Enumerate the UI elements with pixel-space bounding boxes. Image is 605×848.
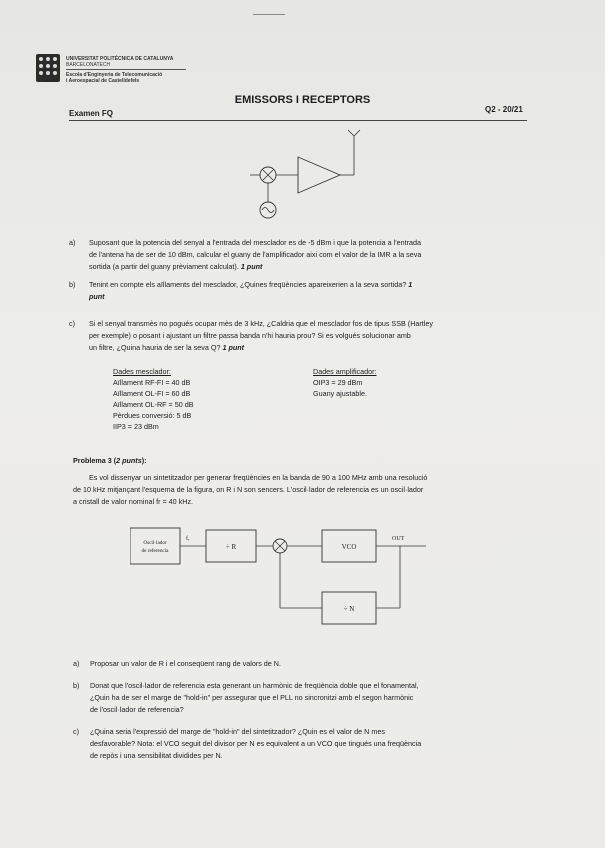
divider-r-label: ÷ R [225, 543, 237, 551]
question-a-line [89, 261, 529, 273]
question-c-line: Si el senyal transmès no pogués ocupar mès de 3 kHz, ¿Caldria que el mesclador fos de tipus SSB (Hartley [89, 319, 433, 328]
problem-3-intro-line: de 10 kHz mitjançant l'esquema de la figura, on R i N son sencers. L'oscil·lador de referencia es un oscil·lador [73, 485, 424, 494]
top-mark [253, 14, 285, 15]
university-subname: BARCELONATECH [66, 62, 111, 68]
out-label: OUT [392, 536, 405, 542]
fr-label: fᵣ [186, 536, 190, 542]
mixer-data-title: Dades mesclador: [113, 367, 171, 376]
question-c-label: c) [69, 319, 75, 328]
question-b-points: 1 [408, 280, 413, 289]
school-line-2: i Aeroespacial de Castelldefels [66, 78, 140, 84]
question-b-label: b) [69, 280, 76, 289]
question-a-text: sortida (a partir del guany prèviament calculat). [89, 262, 239, 271]
p3-question-c-line: ¿Quina seria l'expressió del marge de "hold-in" del sintetitzador? ¿Quin es el valor de N mes [90, 727, 385, 736]
amplifier-data-title: Dades amplificador: [313, 367, 377, 376]
exam-title: EMISSORS I RECEPTORS [234, 94, 371, 106]
amplifier-symbol [298, 157, 340, 193]
p3-question-b [90, 680, 530, 716]
reference-oscillator-label-2: de referencia [141, 548, 169, 554]
question-b-line [89, 291, 529, 303]
p3-question-a-label: a) [73, 659, 80, 668]
header-divider [66, 69, 186, 70]
transmitter-diagram [250, 128, 370, 224]
reference-oscillator-block [130, 528, 180, 564]
pll-synthesizer-diagram [130, 524, 430, 634]
vco-label: VCO [341, 543, 357, 551]
reference-oscillator-label-1: Oscil·lador [143, 540, 167, 546]
mixer-data [113, 366, 194, 432]
p3-question-c-label: c) [73, 727, 79, 736]
exam-term: Q2 - 20/21 [485, 105, 523, 114]
p3-question-c [90, 726, 530, 762]
question-c-line: per exemple) o posant i ajustant un filtre passa banda n'hi hauria prou? Si es volgués solucionar amb [89, 331, 411, 340]
mixer-data-item: Aïllament RF-FI = 40 dB [113, 378, 191, 387]
problem-3-title: Problema 3 ( [73, 456, 117, 465]
question-a-line: de l'antena ha de ser de 10 dBm, calcular el guany de l'amplificador aixi com el valor de la IMR a la seva [89, 250, 422, 259]
question-a-points: 1 punt [240, 262, 263, 271]
divider-n-label: ÷ N [343, 605, 355, 613]
p3-question-c-line: desfavorable? Nota: el VCO seguit del divisor per N es equivalent a un VCO que tingués una freqüència [90, 739, 422, 748]
amplifier-data-item: OIP3 = 29 dBm [313, 378, 363, 387]
question-b-line [89, 279, 529, 291]
mixer-data-item: IIP3 = 23 dBm [113, 422, 159, 431]
problem-3-intro-line: Es vol dissenyar un sintetitzador per generar freqüències en la banda de 90 a 100 MHz amb una resolució [89, 473, 428, 482]
question-a [89, 237, 529, 273]
p3-question-b-line: ¿Quin ha de ser el marge de "hold-in" per assegurar que el PLL no sincronitzi amb el segon harmònic [90, 693, 414, 702]
school-line-1: Escola d'Enginyeria de Telecomunicació [66, 72, 163, 78]
p3-question-b-label: b) [73, 681, 80, 690]
problem-3-intro [73, 472, 533, 508]
university-name: UNIVERSITAT POLITÈCNICA DE CATALUNYA [66, 56, 174, 62]
question-c-text: un filtre, ¿Quina hauria de ser la seva Q? [89, 343, 221, 352]
mixer-data-item: Aïllament OL-FI = 60 dB [113, 389, 191, 398]
p3-question-b-line: de l'oscil·lador de referencia? [90, 705, 184, 714]
problem-3-intro-line: a cristall de valor nominal fr = 40 kHz. [73, 497, 194, 506]
upc-logo-text: UPC [38, 78, 47, 83]
problem-3-points: 2 punts [116, 456, 142, 465]
problem-3-title-end: ): [141, 456, 147, 465]
question-b-text: Tenint en compte els aïllaments del mesclador, ¿Quines freqüències apareixerien a la seva sortida? [89, 280, 407, 289]
question-c-line [89, 342, 529, 354]
p3-question-a: Proposar un valor de R i el conseqüent rang de valors de N. [90, 659, 281, 668]
p3-question-c-line: de repòs i una sensibilitat dividides per N. [90, 751, 223, 760]
question-a-label: a) [69, 238, 76, 247]
title-rule [69, 120, 527, 121]
question-c-points: 1 punt [222, 343, 245, 352]
question-b-points-2: punt [89, 292, 105, 301]
question-c [89, 318, 529, 354]
mixer-data-item: Aïllament OL-RF = 50 dB [113, 400, 194, 409]
problem-3-heading [73, 456, 147, 465]
antenna-symbol [348, 130, 354, 136]
p3-question-b-line: Donat que l'oscil·lador de referencia esta generant un harmònic de freqüència doble que el fonamental, [90, 681, 419, 690]
exam-type: Examen FQ [69, 109, 114, 118]
question-a-line: Suposant que la potencia del senyal a l'entrada del mesclador es de -5 dBm i que la potencia a l'entrada [89, 238, 421, 247]
amplifier-data [313, 366, 377, 399]
amplifier-data-item: Guany ajustable. [313, 389, 367, 398]
mixer-data-item: Pèrdues conversió: 5 dB [113, 411, 192, 420]
question-b [89, 279, 529, 303]
